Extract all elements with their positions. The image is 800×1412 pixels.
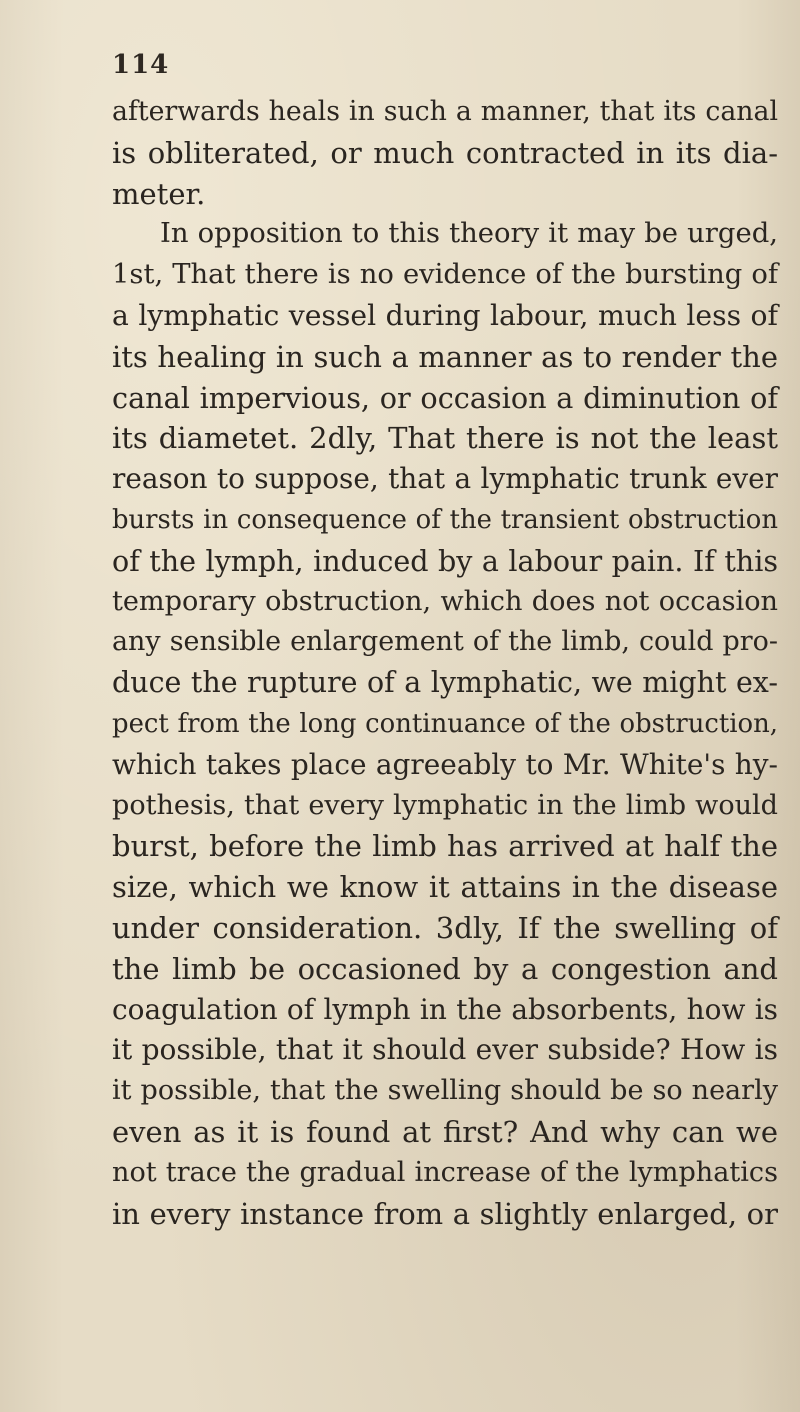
text-line: it possible, that the swelling should be so nearly: [112, 1075, 778, 1107]
text-line: 1st, That there is no evidence of the bursting of: [112, 259, 778, 291]
text-line: a lymphatic vessel during labour, much less of: [112, 298, 778, 332]
text-line: meter.: [112, 176, 206, 211]
text-line: which takes place agreeably to Mr. White's hy-: [112, 747, 778, 781]
text-line: under consideration. 3dly, If the swelling of: [112, 910, 778, 945]
text-line: temporary obstruction, which does not occasion: [112, 585, 778, 617]
text-line: bursts in consequence of the transient obstruction: [112, 504, 778, 535]
text-line: the limb be occasioned by a congestion and: [112, 951, 778, 986]
text-line: canal impervious, or occasion a diminution of: [112, 380, 778, 415]
text-line: of the lymph, induced by a labour pain. If this: [112, 543, 778, 578]
text-line: size, which we know it attains in the disease: [112, 870, 778, 905]
text-line: reason to suppose, that a lymphatic trunk ever: [112, 462, 778, 496]
text-line: In opposition to this theory it may be urged,: [160, 218, 778, 250]
text-line: any sensible enlargement of the limb, could pro-: [112, 626, 778, 658]
text-line: its diametet. 2dly, That there is not the least: [112, 421, 778, 456]
text-line: is obliterated, or much contracted in its dia-: [112, 135, 778, 170]
text-line: pothesis, that every lymphatic in the limb would: [112, 789, 778, 821]
text-line: afterwards heals in such a manner, that its canal: [112, 96, 778, 127]
text-line: in every instance from a slightly enlarged, or: [112, 1196, 778, 1231]
text-line: not trace the gradual increase of the lymphatics: [112, 1156, 778, 1188]
text-line: coagulation of lymph in the absorbents, how is: [112, 992, 778, 1026]
body-text: [112, 92, 778, 1234]
text-line: pect from the long continuance of the obstruction,: [112, 708, 778, 739]
page-number: 114: [112, 50, 170, 80]
text-line: even as it is found at first? And why can we: [112, 1114, 778, 1149]
text-line: duce the rupture of a lymphatic, we might ex-: [112, 666, 778, 700]
text-line: burst, before the limb has arrived at half the: [112, 829, 778, 864]
text-line: it possible, that it should ever subside? How is: [112, 1033, 778, 1067]
text-line: its healing in such a manner as to render the: [112, 339, 778, 374]
